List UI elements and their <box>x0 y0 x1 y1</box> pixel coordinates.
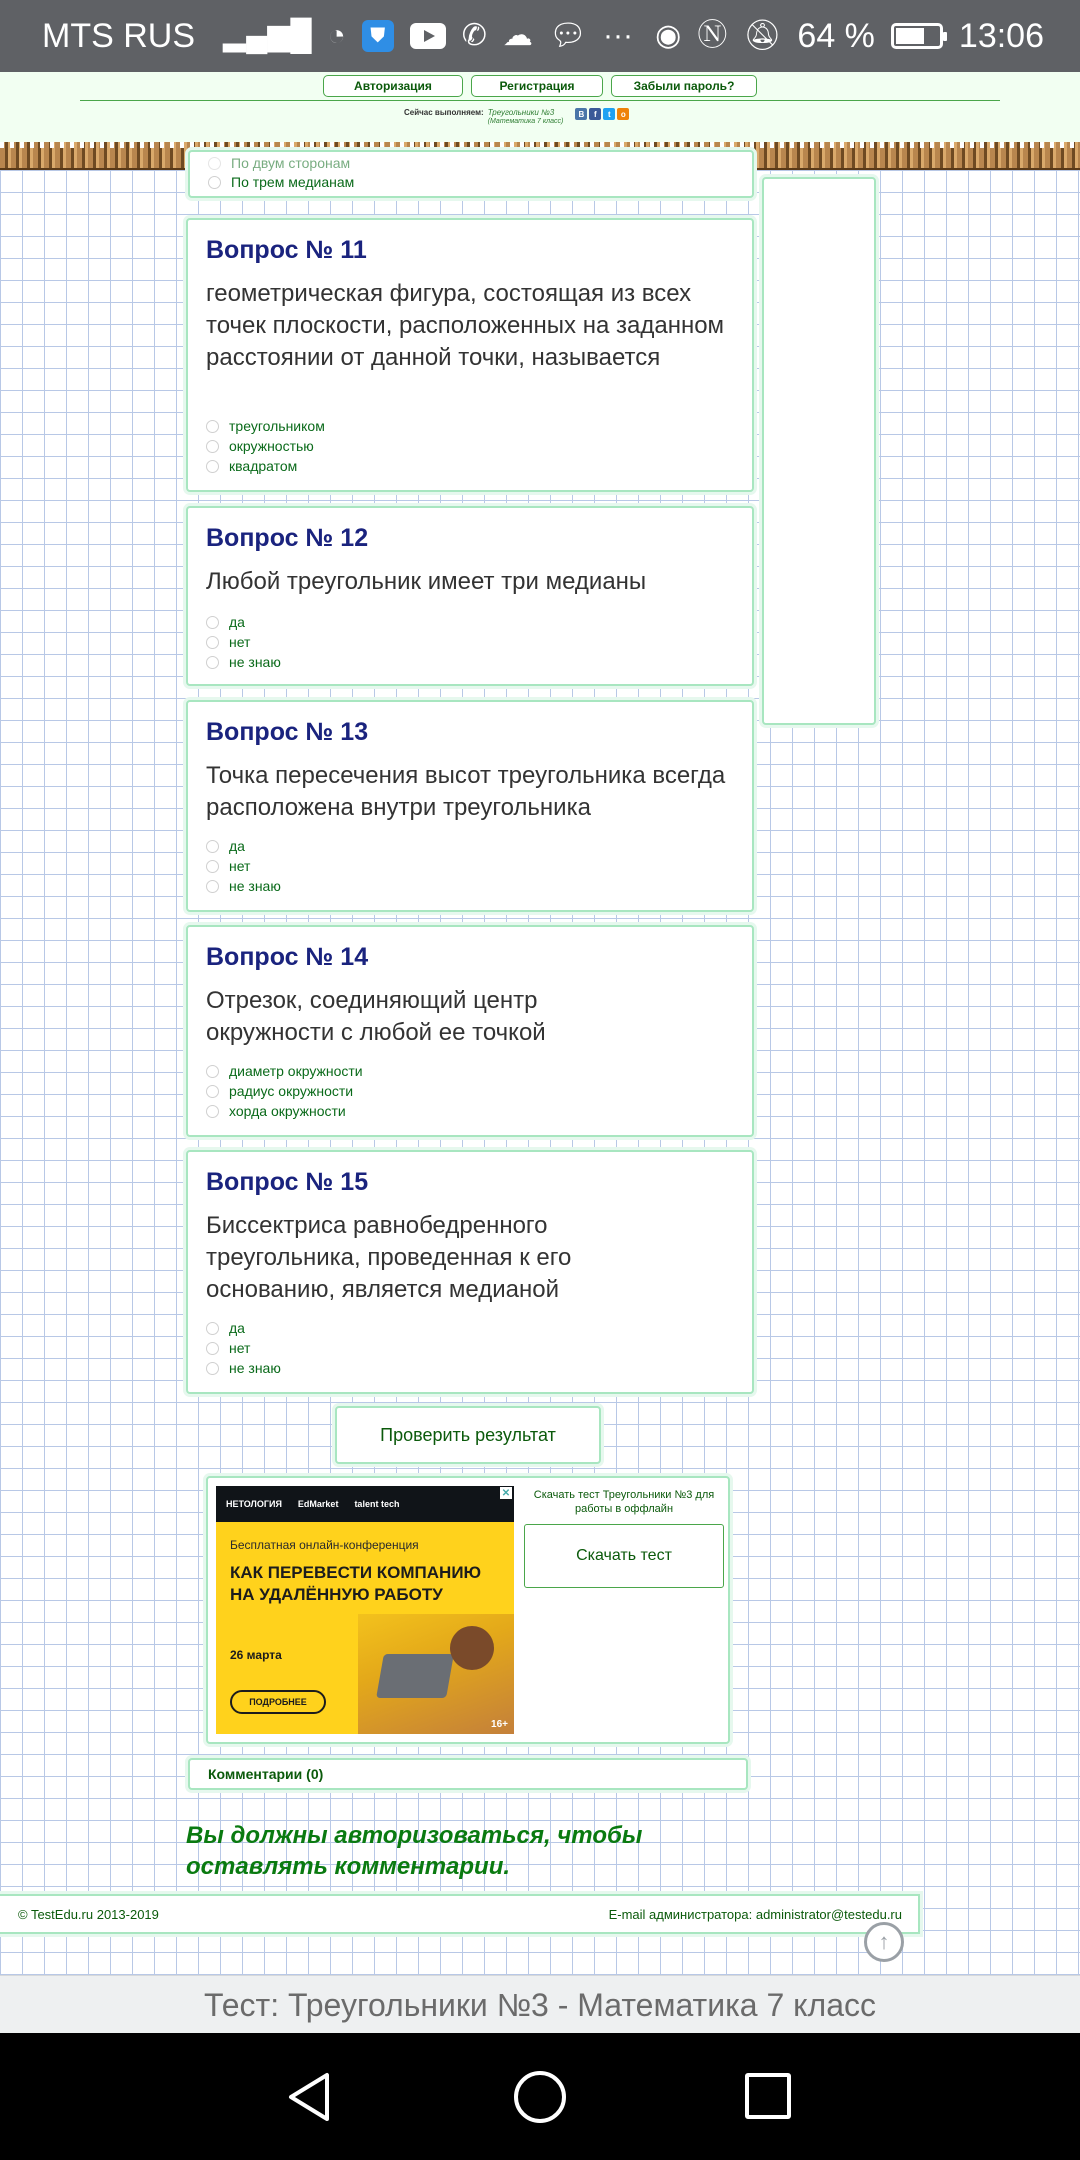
question-text: Любой треугольник имеет три медианы <box>206 568 647 595</box>
recent-apps-icon[interactable] <box>745 2073 791 2119</box>
question-card-15 <box>186 1150 754 1394</box>
download-description: Скачать тест Треугольники №3 для работы в оффлайн <box>533 1489 715 1515</box>
question-title: Вопрос № 15 <box>206 1168 369 1196</box>
wifi-icon: ◔ <box>327 19 346 52</box>
nfc-icon: Ⓝ <box>697 19 728 52</box>
radio-button[interactable] <box>206 420 219 433</box>
check-result-button[interactable]: Проверить результат <box>335 1406 601 1464</box>
option-label[interactable]: не знаю <box>229 654 281 670</box>
mute-bell-icon: 🔕︎ <box>743 19 782 52</box>
clock: 13:06 <box>958 16 1044 55</box>
youtube-icon <box>410 23 446 49</box>
question-card-12 <box>186 506 754 686</box>
browser-page-title: Тест: Треугольники №3 - Математика 7 класс <box>0 1975 1080 2034</box>
radio-button[interactable] <box>206 440 219 453</box>
ad-date: 26 марта <box>230 1648 282 1662</box>
option-label[interactable]: окружностью <box>229 438 314 454</box>
forgot-password-link[interactable]: Забыли пароль? <box>611 75 757 97</box>
answer-option[interactable] <box>206 612 281 632</box>
radio-button[interactable] <box>206 1065 219 1078</box>
viber-icon: ✆ <box>461 19 487 52</box>
radio-button[interactable] <box>208 157 221 170</box>
option-label[interactable]: да <box>229 838 245 854</box>
answer-option[interactable] <box>206 1061 363 1081</box>
answer-option[interactable] <box>206 1358 281 1378</box>
radio-button[interactable] <box>206 860 219 873</box>
ad-download-box <box>206 1476 730 1744</box>
auth-links <box>0 75 1080 97</box>
option-label[interactable]: квадратом <box>229 458 298 474</box>
question-title: Вопрос № 11 <box>206 236 367 264</box>
copyright: © TestEdu.ru 2013-2019 <box>18 1907 159 1922</box>
option-label[interactable]: да <box>229 614 245 630</box>
answer-options <box>206 1061 363 1121</box>
header-divider <box>80 100 1000 101</box>
question-card-13 <box>186 700 754 912</box>
answer-option[interactable] <box>208 172 354 192</box>
home-icon[interactable] <box>514 2071 566 2123</box>
option-label[interactable]: не знаю <box>229 1360 281 1376</box>
radio-button[interactable] <box>206 880 219 893</box>
twitter-icon[interactable]: t <box>603 108 615 120</box>
option-label[interactable]: диаметр окружности <box>229 1063 363 1079</box>
status-bar <box>0 0 1080 72</box>
option-label[interactable]: да <box>229 1320 245 1336</box>
answer-option[interactable] <box>206 1338 281 1358</box>
login-link[interactable]: Авторизация <box>323 75 463 97</box>
answer-options <box>206 836 281 896</box>
radio-button[interactable] <box>206 1362 219 1375</box>
ad-photo <box>358 1614 514 1734</box>
option-label[interactable]: нет <box>229 858 251 874</box>
option-label[interactable]: радиус окружности <box>229 1083 354 1099</box>
sidebar-panel <box>762 177 876 725</box>
eye-icon: ◉ <box>655 19 682 52</box>
option-label[interactable]: нет <box>229 634 251 650</box>
answer-option[interactable] <box>206 456 325 476</box>
ad-brands <box>216 1486 514 1522</box>
ad-age-rating: 16+ <box>491 1719 508 1730</box>
shield-icon: ⛊ <box>362 20 394 52</box>
main-content <box>0 155 1080 1975</box>
battery-percent: 64 % <box>797 16 875 55</box>
back-icon[interactable] <box>285 2071 333 2123</box>
android-nav-bar <box>0 2033 1080 2160</box>
cloud-icon: ☁ <box>502 19 533 52</box>
chat-icon: 💬︎ <box>548 19 588 52</box>
radio-button[interactable] <box>206 1342 219 1355</box>
question-text: Отрезок, соединяющий центр окружности с любой ее точкой <box>206 987 546 1046</box>
answer-option[interactable] <box>206 856 281 876</box>
radio-button[interactable] <box>206 1085 219 1098</box>
vk-icon[interactable]: B <box>575 108 587 120</box>
ad-banner[interactable] <box>216 1486 514 1734</box>
radio-button[interactable] <box>206 460 219 473</box>
more-dots-icon: ··· <box>603 19 633 52</box>
ad-subtitle: Бесплатная онлайн-конференция <box>230 1538 419 1552</box>
question-text: геометрическая фигура, состоящая из всех точек плоскости, расположенных на заданном расстоянии от данной точки, называется <box>206 280 725 371</box>
brand-talenttech: talent tech <box>354 1499 400 1509</box>
question-text: Точка пересечения высот треугольника всегда расположена внутри треугольника <box>206 762 726 821</box>
login-required-message: Вы должны авторизоваться, чтобы оставлять комментарии. <box>186 1822 643 1880</box>
option-label[interactable]: По двум сторонам <box>231 155 351 171</box>
option-label[interactable]: не знаю <box>229 878 281 894</box>
signal-icon: ▂▄▆█ <box>223 19 312 52</box>
brand-netology: НЕТОЛОГИЯ <box>226 1499 282 1509</box>
answer-option[interactable] <box>206 1081 363 1101</box>
site-header <box>0 72 1080 142</box>
question-title: Вопрос № 12 <box>206 524 369 552</box>
answer-option[interactable] <box>206 632 281 652</box>
now-doing-test[interactable] <box>488 108 564 126</box>
answer-option[interactable] <box>206 876 281 896</box>
brand-edmarket: EdMarket <box>297 1499 339 1509</box>
answer-option[interactable] <box>206 416 325 436</box>
radio-button[interactable] <box>206 1322 219 1335</box>
admin-email[interactable]: E-mail администратора: administrator@testedu.ru <box>608 1907 902 1922</box>
radio-button[interactable] <box>206 636 219 649</box>
ad-close-icon[interactable]: ✕ <box>501 1487 511 1499</box>
radio-button[interactable] <box>206 616 219 629</box>
radio-button[interactable] <box>206 840 219 853</box>
radio-button[interactable] <box>208 176 221 189</box>
now-doing-label: Сейчас выполняем: <box>404 108 484 117</box>
answer-option[interactable] <box>206 836 281 856</box>
answer-options <box>206 612 281 672</box>
battery-icon <box>891 23 943 49</box>
option-label[interactable]: хорда окружности <box>229 1103 346 1119</box>
carrier-name: MTS RUS <box>42 16 195 55</box>
answer-option[interactable] <box>206 1318 281 1338</box>
ad-more-button[interactable]: ПОДРОБНЕЕ <box>230 1690 326 1714</box>
question-card-11 <box>186 218 754 492</box>
answer-option[interactable] <box>206 1101 363 1121</box>
now-doing-test-sub: (Математика 7 класс) <box>487 118 564 125</box>
option-label[interactable]: нет <box>229 1340 251 1356</box>
ad-headline: КАК ПЕРЕВЕСТИ КОМПАНИЮ НА УДАЛЁННУЮ РАБОТУ <box>230 1563 482 1604</box>
site-footer <box>0 1894 920 1934</box>
now-doing-test-name[interactable]: Треугольники №3 <box>487 108 555 117</box>
answer-option[interactable] <box>208 154 354 172</box>
comments-header[interactable]: Комментарии (0) <box>188 1758 748 1790</box>
radio-button[interactable] <box>206 1105 219 1118</box>
social-share <box>575 108 629 120</box>
answer-options <box>206 416 325 476</box>
question-title: Вопрос № 14 <box>206 943 369 971</box>
facebook-icon[interactable]: f <box>589 108 601 120</box>
odnoklassniki-icon[interactable]: o <box>617 108 629 120</box>
answer-option[interactable] <box>206 436 325 456</box>
answer-options <box>208 154 354 192</box>
answer-option[interactable] <box>206 652 281 672</box>
question-title: Вопрос № 13 <box>206 718 369 746</box>
option-label[interactable]: треугольником <box>229 418 325 434</box>
question-card-10-partial <box>188 150 754 198</box>
register-link[interactable]: Регистрация <box>471 75 603 97</box>
question-text: Биссектриса равнобедренного треугольника, проведенная к его основанию, является медианой <box>206 1212 572 1303</box>
option-label[interactable]: По трем медианам <box>231 174 355 190</box>
now-doing <box>404 108 629 126</box>
answer-options <box>206 1318 281 1378</box>
radio-button[interactable] <box>206 656 219 669</box>
question-card-14 <box>186 925 754 1137</box>
download-test-button[interactable]: Скачать тест <box>524 1524 724 1588</box>
scroll-to-top-icon[interactable]: ↑ <box>864 1922 904 1962</box>
